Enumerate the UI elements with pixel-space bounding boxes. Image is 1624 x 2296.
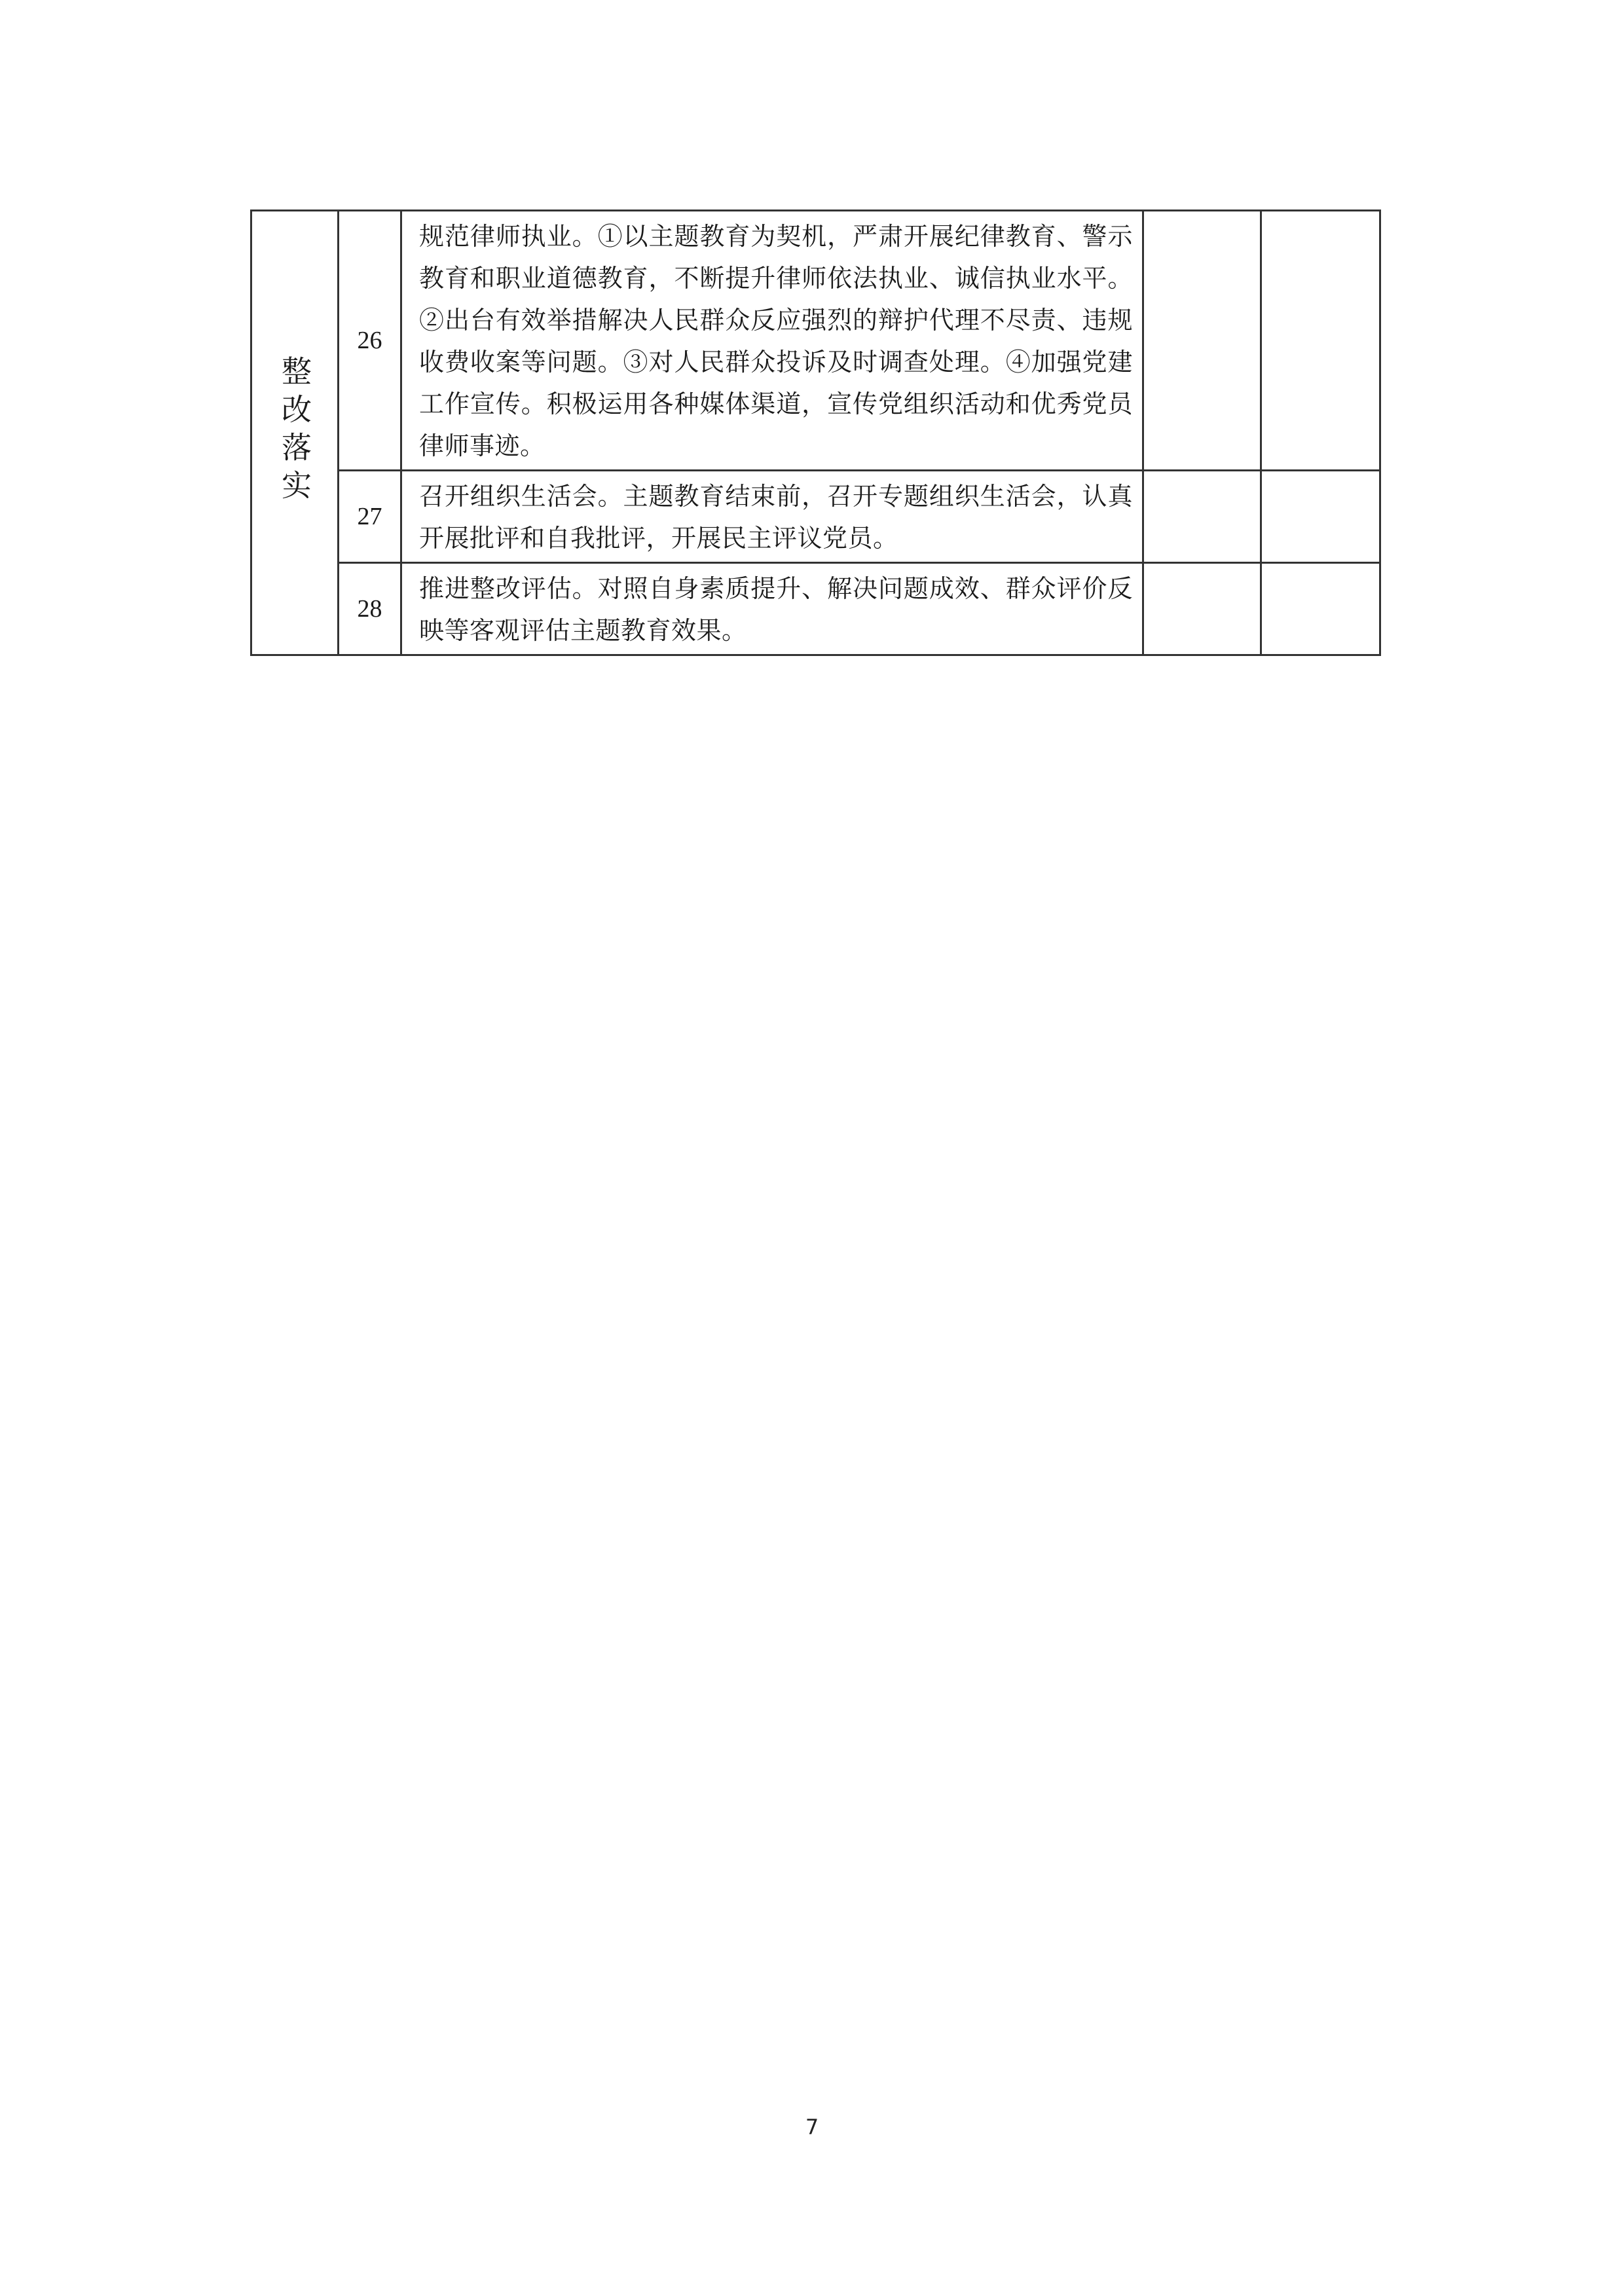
task-content: 推进整改评估。对照自身素质提升、解决问题成效、群众评价反映等客观评估主题教育效果。 [401, 563, 1143, 655]
blank-cell [1143, 563, 1261, 655]
category-cell [251, 211, 339, 655]
task-content: 规范律师执业。①以主题教育为契机，严肃开展纪律教育、警示教育和职业道德教育，不断提升律师依法执业、诚信执业水平。②出台有效举措解决人民群众反应强烈的辩护代理不尽责、违规收费收案等问题。③对人民群众投诉及时调查处理。④加强党建工作宣传。积极运用各种媒体渠道，宣传党组织活动和优秀党员律师事迹。 [401, 211, 1143, 471]
page-number: 7 [805, 2115, 819, 2140]
category-label: 整改落实 [277, 355, 312, 507]
row-number: 28 [339, 563, 401, 655]
blank-cell [1261, 211, 1380, 471]
table-row [251, 211, 1380, 471]
blank-cell [1143, 471, 1261, 563]
rectification-task-table [250, 210, 1381, 656]
task-content: 召开组织生活会。主题教育结束前，召开专题组织生活会，认真开展批评和自我批评，开展民主评议党员。 [401, 471, 1143, 563]
blank-cell [1143, 211, 1261, 471]
table-row [251, 471, 1380, 563]
row-number: 27 [339, 471, 401, 563]
blank-cell [1261, 471, 1380, 563]
row-number: 26 [339, 211, 401, 471]
table-row [251, 563, 1380, 655]
blank-cell [1261, 563, 1380, 655]
